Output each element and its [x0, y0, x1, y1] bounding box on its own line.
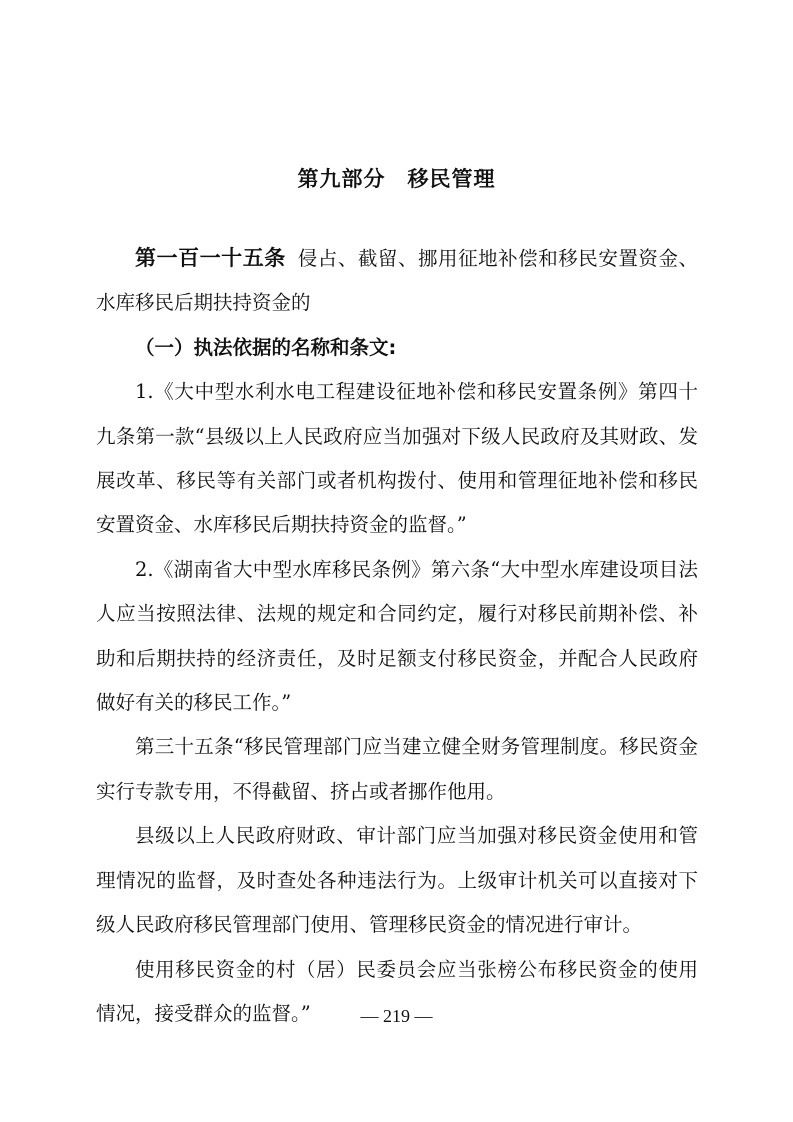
- basis-paragraph-2: 2.《湖南省大中型水库移民条例》第六条“大中型水库建设项目法人应当按照法律、法规的规定和合同约定，履行对移民前期补偿、补助和后期扶持的经济责任，及时足额支付移民资金，并配合人民政府做好有关的移民工作。”: [96, 557, 698, 715]
- basis-heading-text: （一）执法依据的名称和条文:: [135, 335, 397, 359]
- part-title: 第九部分 移民管理: [297, 167, 496, 191]
- basis-paragraph-1: 1.《大中型水利水电工程建设征地补偿和移民安置条例》第四十九条第一款“县级以上人民政府应当加强对下级人民政府及其财政、发展改革、移民等有关部门或者机构拨付、使用和管理征地补偿和移民安置资金、水库移民后期扶持资金的监督。”: [96, 380, 698, 537]
- basis-paragraph-4: 县级以上人民政府财政、审计部门应当加强对移民资金使用和管理情况的监督，及时查处各种违法行为。上级审计机关可以直接对下级人民政府移民管理部门使用、管理移民资金的情况进行审计。: [96, 824, 698, 937]
- basis-paragraph-5: 使用移民资金的村（居）民委员会应当张榜公布移民资金的使用情况，接受群众的监督。”: [96, 957, 698, 1025]
- article-paragraph: [96, 236, 698, 326]
- basis-paragraph-3: 第三十五条“移民管理部门应当建立健全财务管理制度。移民资金实行专款专用，不得截留、挤占或者挪作他用。: [96, 735, 698, 803]
- basis-heading: [96, 326, 698, 370]
- page-number: — 219 —: [360, 1006, 433, 1026]
- article-number: 第一百一十五条: [135, 246, 286, 270]
- document-body: [96, 236, 698, 1036]
- article-title: 侵占、截留、挪用征地补偿和移民安置资金、水库移民后期扶持资金的: [96, 247, 698, 315]
